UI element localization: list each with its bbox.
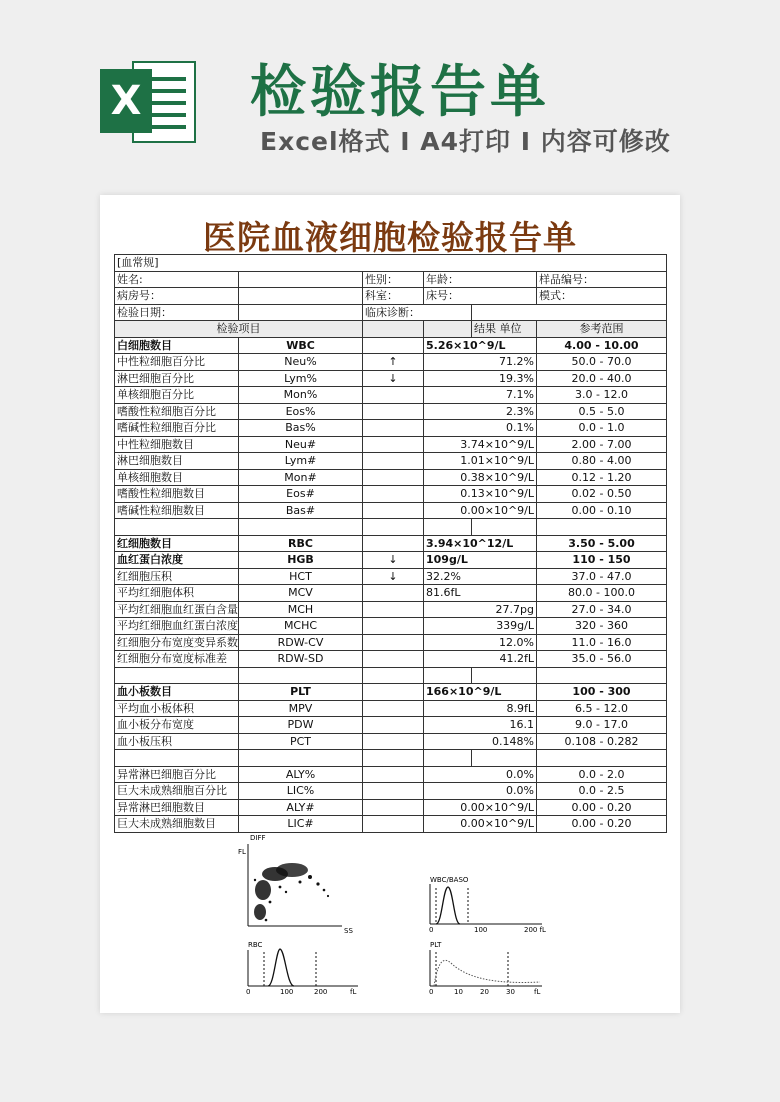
item-code: WBC — [239, 337, 363, 354]
diff-title: DIFF — [250, 834, 266, 842]
empty-cell — [424, 667, 472, 684]
item-range: 0.00 - 0.10 — [537, 502, 667, 519]
item-flag — [363, 469, 424, 486]
item-name: 异常淋巴细胞百分比 — [115, 766, 239, 783]
empty-cell — [115, 519, 239, 536]
item-range: 0.0 - 2.5 — [537, 783, 667, 800]
item-range: 37.0 - 47.0 — [537, 568, 667, 585]
item-name: 中性粒细胞数目 — [115, 436, 239, 453]
item-code: RDW-CV — [239, 634, 363, 651]
diagnosis-label: 临床诊断： — [363, 304, 472, 321]
item-range: 2.00 - 7.00 — [537, 436, 667, 453]
item-name: 单核细胞数目 — [115, 469, 239, 486]
info-row-1 — [115, 271, 667, 288]
item-result: 1.01×10^9/L — [424, 453, 537, 470]
plt-tick-30: 30 — [506, 988, 515, 996]
item-code: MPV — [239, 700, 363, 717]
section-label: [血常规] — [115, 255, 667, 272]
item-name: 红细胞压积 — [115, 568, 239, 585]
item-flag — [363, 502, 424, 519]
empty-cell — [115, 667, 239, 684]
result-row — [115, 651, 667, 668]
empty-cell — [239, 750, 363, 767]
item-result: 12.0% — [424, 634, 537, 651]
empty-cell — [239, 519, 363, 536]
result-row — [115, 453, 667, 470]
ward-value[interactable] — [239, 288, 363, 305]
result-row — [115, 568, 667, 585]
empty-cell — [537, 519, 667, 536]
item-name: 平均血小板体积 — [115, 700, 239, 717]
item-result: 0.00×10^9/L — [424, 502, 537, 519]
item-flag — [363, 766, 424, 783]
item-flag — [363, 535, 424, 552]
result-row — [115, 585, 667, 602]
rbc-title: RBC — [248, 941, 263, 949]
result-row — [115, 552, 667, 569]
item-code: RDW-SD — [239, 651, 363, 668]
item-range: 0.0 - 2.0 — [537, 766, 667, 783]
result-row — [115, 684, 667, 701]
item-code: ALY% — [239, 766, 363, 783]
item-name: 巨大未成熟细胞百分比 — [115, 783, 239, 800]
item-code: RBC — [239, 535, 363, 552]
wbc-baso-histogram — [430, 884, 542, 924]
item-code: Neu# — [239, 436, 363, 453]
empty-cell — [472, 750, 537, 767]
plt-tick-20: 20 — [480, 988, 489, 996]
item-flag — [363, 585, 424, 602]
date-label: 检验日期： — [115, 304, 239, 321]
info-row-3 — [115, 304, 667, 321]
item-result: 0.148% — [424, 733, 537, 750]
item-range: 0.00 - 0.20 — [537, 816, 667, 833]
item-name: 红细胞数目 — [115, 535, 239, 552]
item-range: 100 - 300 — [537, 684, 667, 701]
item-result: 71.2% — [424, 354, 537, 371]
column-header-row — [115, 321, 667, 338]
result-row — [115, 700, 667, 717]
empty-cell — [537, 750, 667, 767]
item-range: 0.0 - 1.0 — [537, 420, 667, 437]
item-code: MCV — [239, 585, 363, 602]
item-range: 35.0 - 56.0 — [537, 651, 667, 668]
item-flag — [363, 783, 424, 800]
item-flag — [363, 337, 424, 354]
result-row — [115, 601, 667, 618]
item-name: 平均红细胞血红蛋白浓度 — [115, 618, 239, 635]
item-code: Mon# — [239, 469, 363, 486]
item-range: 20.0 - 40.0 — [537, 370, 667, 387]
info-row-2 — [115, 288, 667, 305]
sample-no-label: 样品编号： — [537, 271, 667, 288]
item-flag — [363, 453, 424, 470]
rbc-tick-0: 0 — [246, 988, 251, 996]
wbc-tick-200: 200 fL — [524, 926, 546, 934]
empty-cell — [363, 519, 424, 536]
plt-histogram — [430, 950, 542, 986]
item-result: 0.00×10^9/L — [424, 816, 537, 833]
item-code: Bas% — [239, 420, 363, 437]
item-code: PLT — [239, 684, 363, 701]
item-name: 平均红细胞血红蛋白含量 — [115, 601, 239, 618]
item-name: 巨大未成熟细胞数目 — [115, 816, 239, 833]
result-row — [115, 387, 667, 404]
bed-label: 床号： — [424, 288, 537, 305]
date-value[interactable] — [239, 304, 363, 321]
age-label: 年龄： — [424, 271, 537, 288]
item-result: 8.9fL — [424, 700, 537, 717]
item-flag — [363, 799, 424, 816]
item-name: 血小板分布宽度 — [115, 717, 239, 734]
item-flag: ↑ — [363, 354, 424, 371]
result-row — [115, 717, 667, 734]
item-name: 淋巴细胞百分比 — [115, 370, 239, 387]
wbc-baso-title: WBC/BASO — [430, 876, 469, 884]
item-code: HCT — [239, 568, 363, 585]
rbc-tick-100: 100 — [280, 988, 294, 996]
plt-tick-10: 10 — [454, 988, 463, 996]
item-range: 3.50 - 5.00 — [537, 535, 667, 552]
item-range: 0.108 - 0.282 — [537, 733, 667, 750]
blank-row — [115, 750, 667, 767]
report-title: 医院血液细胞检验报告单 — [203, 218, 577, 257]
empty-cell — [424, 750, 472, 767]
item-name: 血小板数目 — [115, 684, 239, 701]
blank-row — [115, 519, 667, 536]
item-name: 白细胞数目 — [115, 337, 239, 354]
item-flag — [363, 651, 424, 668]
plt-tick-0: 0 — [429, 988, 434, 996]
item-result: 27.7pg — [424, 601, 537, 618]
item-code: Mon% — [239, 387, 363, 404]
item-code: MCH — [239, 601, 363, 618]
section-row — [115, 255, 667, 272]
result-row — [115, 469, 667, 486]
item-result: 0.0% — [424, 766, 537, 783]
empty-cell — [115, 750, 239, 767]
item-code: Eos# — [239, 486, 363, 503]
empty-cell — [363, 667, 424, 684]
item-range: 9.0 - 17.0 — [537, 717, 667, 734]
item-flag — [363, 420, 424, 437]
item-flag — [363, 634, 424, 651]
item-range: 110 - 150 — [537, 552, 667, 569]
item-range: 0.00 - 0.20 — [537, 799, 667, 816]
item-code: Bas# — [239, 502, 363, 519]
item-code: PDW — [239, 717, 363, 734]
plt-tick-fl: fL — [534, 988, 541, 996]
plt-title: PLT — [430, 941, 442, 949]
excel-letter: X — [100, 69, 152, 133]
item-name: 嗜碱性粒细胞百分比 — [115, 420, 239, 437]
item-name: 淋巴细胞数目 — [115, 453, 239, 470]
item-range: 27.0 - 34.0 — [537, 601, 667, 618]
result-row — [115, 783, 667, 800]
empty-cell — [424, 519, 472, 536]
item-code: Lym% — [239, 370, 363, 387]
excel-icon — [100, 57, 198, 147]
item-flag — [363, 684, 424, 701]
item-code: LIC% — [239, 783, 363, 800]
header-item: 检验项目 — [115, 321, 363, 338]
result-row — [115, 337, 667, 354]
dept-label: 科室： — [363, 288, 424, 305]
item-range: 320 - 360 — [537, 618, 667, 635]
empty-cell — [472, 667, 537, 684]
result-row — [115, 370, 667, 387]
analyzer-graphs — [230, 832, 560, 1002]
item-code: HGB — [239, 552, 363, 569]
item-range: 80.0 - 100.0 — [537, 585, 667, 602]
item-flag — [363, 700, 424, 717]
name-value[interactable] — [239, 271, 363, 288]
diff-x-label: SS — [344, 927, 353, 935]
item-name: 血小板压积 — [115, 733, 239, 750]
header-range: 参考范围 — [537, 321, 667, 338]
result-row — [115, 486, 667, 503]
banner-title: 检验报告单 — [250, 60, 550, 125]
diff-scatter-plot — [248, 844, 342, 926]
result-row — [115, 502, 667, 519]
item-flag: ↓ — [363, 568, 424, 585]
result-row — [115, 733, 667, 750]
diff-y-label: FL — [238, 848, 246, 856]
item-result: 0.0% — [424, 783, 537, 800]
item-flag — [363, 486, 424, 503]
rbc-tick-200: 200 — [314, 988, 328, 996]
item-name: 嗜酸性粒细胞百分比 — [115, 403, 239, 420]
item-range: 0.12 - 1.20 — [537, 469, 667, 486]
result-row — [115, 354, 667, 371]
item-result: 2.3% — [424, 403, 537, 420]
result-row — [115, 799, 667, 816]
ward-label: 病房号： — [115, 288, 239, 305]
result-row — [115, 436, 667, 453]
item-code: Eos% — [239, 403, 363, 420]
item-range: 3.0 - 12.0 — [537, 387, 667, 404]
item-result: 109g/L — [424, 552, 537, 569]
item-range: 50.0 - 70.0 — [537, 354, 667, 371]
rbc-tick-fl: fL — [350, 988, 357, 996]
item-name: 中性粒细胞百分比 — [115, 354, 239, 371]
item-name: 嗜酸性粒细胞数目 — [115, 486, 239, 503]
item-result: 0.13×10^9/L — [424, 486, 537, 503]
empty-cell — [472, 519, 537, 536]
empty-cell — [537, 667, 667, 684]
header-result: 结果 单位 — [472, 321, 537, 338]
result-row — [115, 420, 667, 437]
item-result: 0.38×10^9/L — [424, 469, 537, 486]
item-name: 血红蛋白浓度 — [115, 552, 239, 569]
item-code: MCHC — [239, 618, 363, 635]
name-label: 姓名: — [115, 271, 239, 288]
item-result: 16.1 — [424, 717, 537, 734]
item-range: 6.5 - 12.0 — [537, 700, 667, 717]
item-flag: ↓ — [363, 552, 424, 569]
gender-label: 性别： — [363, 271, 424, 288]
item-code: PCT — [239, 733, 363, 750]
result-row — [115, 535, 667, 552]
item-result: 81.6fL — [424, 585, 537, 602]
mode-label: 模式： — [537, 288, 667, 305]
result-row — [115, 816, 667, 833]
item-flag — [363, 618, 424, 635]
item-result: 3.94×10^12/L — [424, 535, 537, 552]
banner-subtitle: Excel格式 I A4打印 I 内容可修改 — [260, 127, 671, 156]
item-result: 3.74×10^9/L — [424, 436, 537, 453]
wbc-tick-0: 0 — [429, 926, 434, 934]
item-flag — [363, 387, 424, 404]
item-result: 0.00×10^9/L — [424, 799, 537, 816]
item-range: 0.80 - 4.00 — [537, 453, 667, 470]
diagnosis-value[interactable] — [472, 304, 667, 321]
item-flag — [363, 436, 424, 453]
item-range: 0.02 - 0.50 — [537, 486, 667, 503]
item-name: 平均红细胞体积 — [115, 585, 239, 602]
item-flag — [363, 403, 424, 420]
item-name: 单核细胞百分比 — [115, 387, 239, 404]
item-result: 0.1% — [424, 420, 537, 437]
wbc-tick-100: 100 — [474, 926, 488, 934]
item-range: 0.5 - 5.0 — [537, 403, 667, 420]
blank-row — [115, 667, 667, 684]
empty-cell — [363, 750, 424, 767]
item-result: 339g/L — [424, 618, 537, 635]
item-result: 7.1% — [424, 387, 537, 404]
item-code: ALY# — [239, 799, 363, 816]
item-range: 4.00 - 10.00 — [537, 337, 667, 354]
item-code: Neu% — [239, 354, 363, 371]
item-result: 41.2fL — [424, 651, 537, 668]
item-result: 19.3% — [424, 370, 537, 387]
empty-cell — [239, 667, 363, 684]
item-code: LIC# — [239, 816, 363, 833]
graphs-svg — [230, 832, 560, 1002]
item-flag — [363, 717, 424, 734]
item-name: 嗜碱性粒细胞数目 — [115, 502, 239, 519]
report-table — [114, 254, 667, 833]
item-flag: ↓ — [363, 370, 424, 387]
result-row — [115, 766, 667, 783]
item-flag — [363, 733, 424, 750]
item-name: 红细胞分布宽度变异系数 — [115, 634, 239, 651]
result-row — [115, 634, 667, 651]
item-flag — [363, 816, 424, 833]
item-range: 11.0 - 16.0 — [537, 634, 667, 651]
result-row — [115, 403, 667, 420]
result-row — [115, 618, 667, 635]
rbc-histogram — [248, 949, 358, 986]
item-result: 5.26×10^9/L — [424, 337, 537, 354]
item-flag — [363, 601, 424, 618]
item-name: 红细胞分布宽度标准差 — [115, 651, 239, 668]
item-code: Lym# — [239, 453, 363, 470]
item-result: 166×10^9/L — [424, 684, 537, 701]
item-name: 异常淋巴细胞数目 — [115, 799, 239, 816]
item-result: 32.2% — [424, 568, 537, 585]
